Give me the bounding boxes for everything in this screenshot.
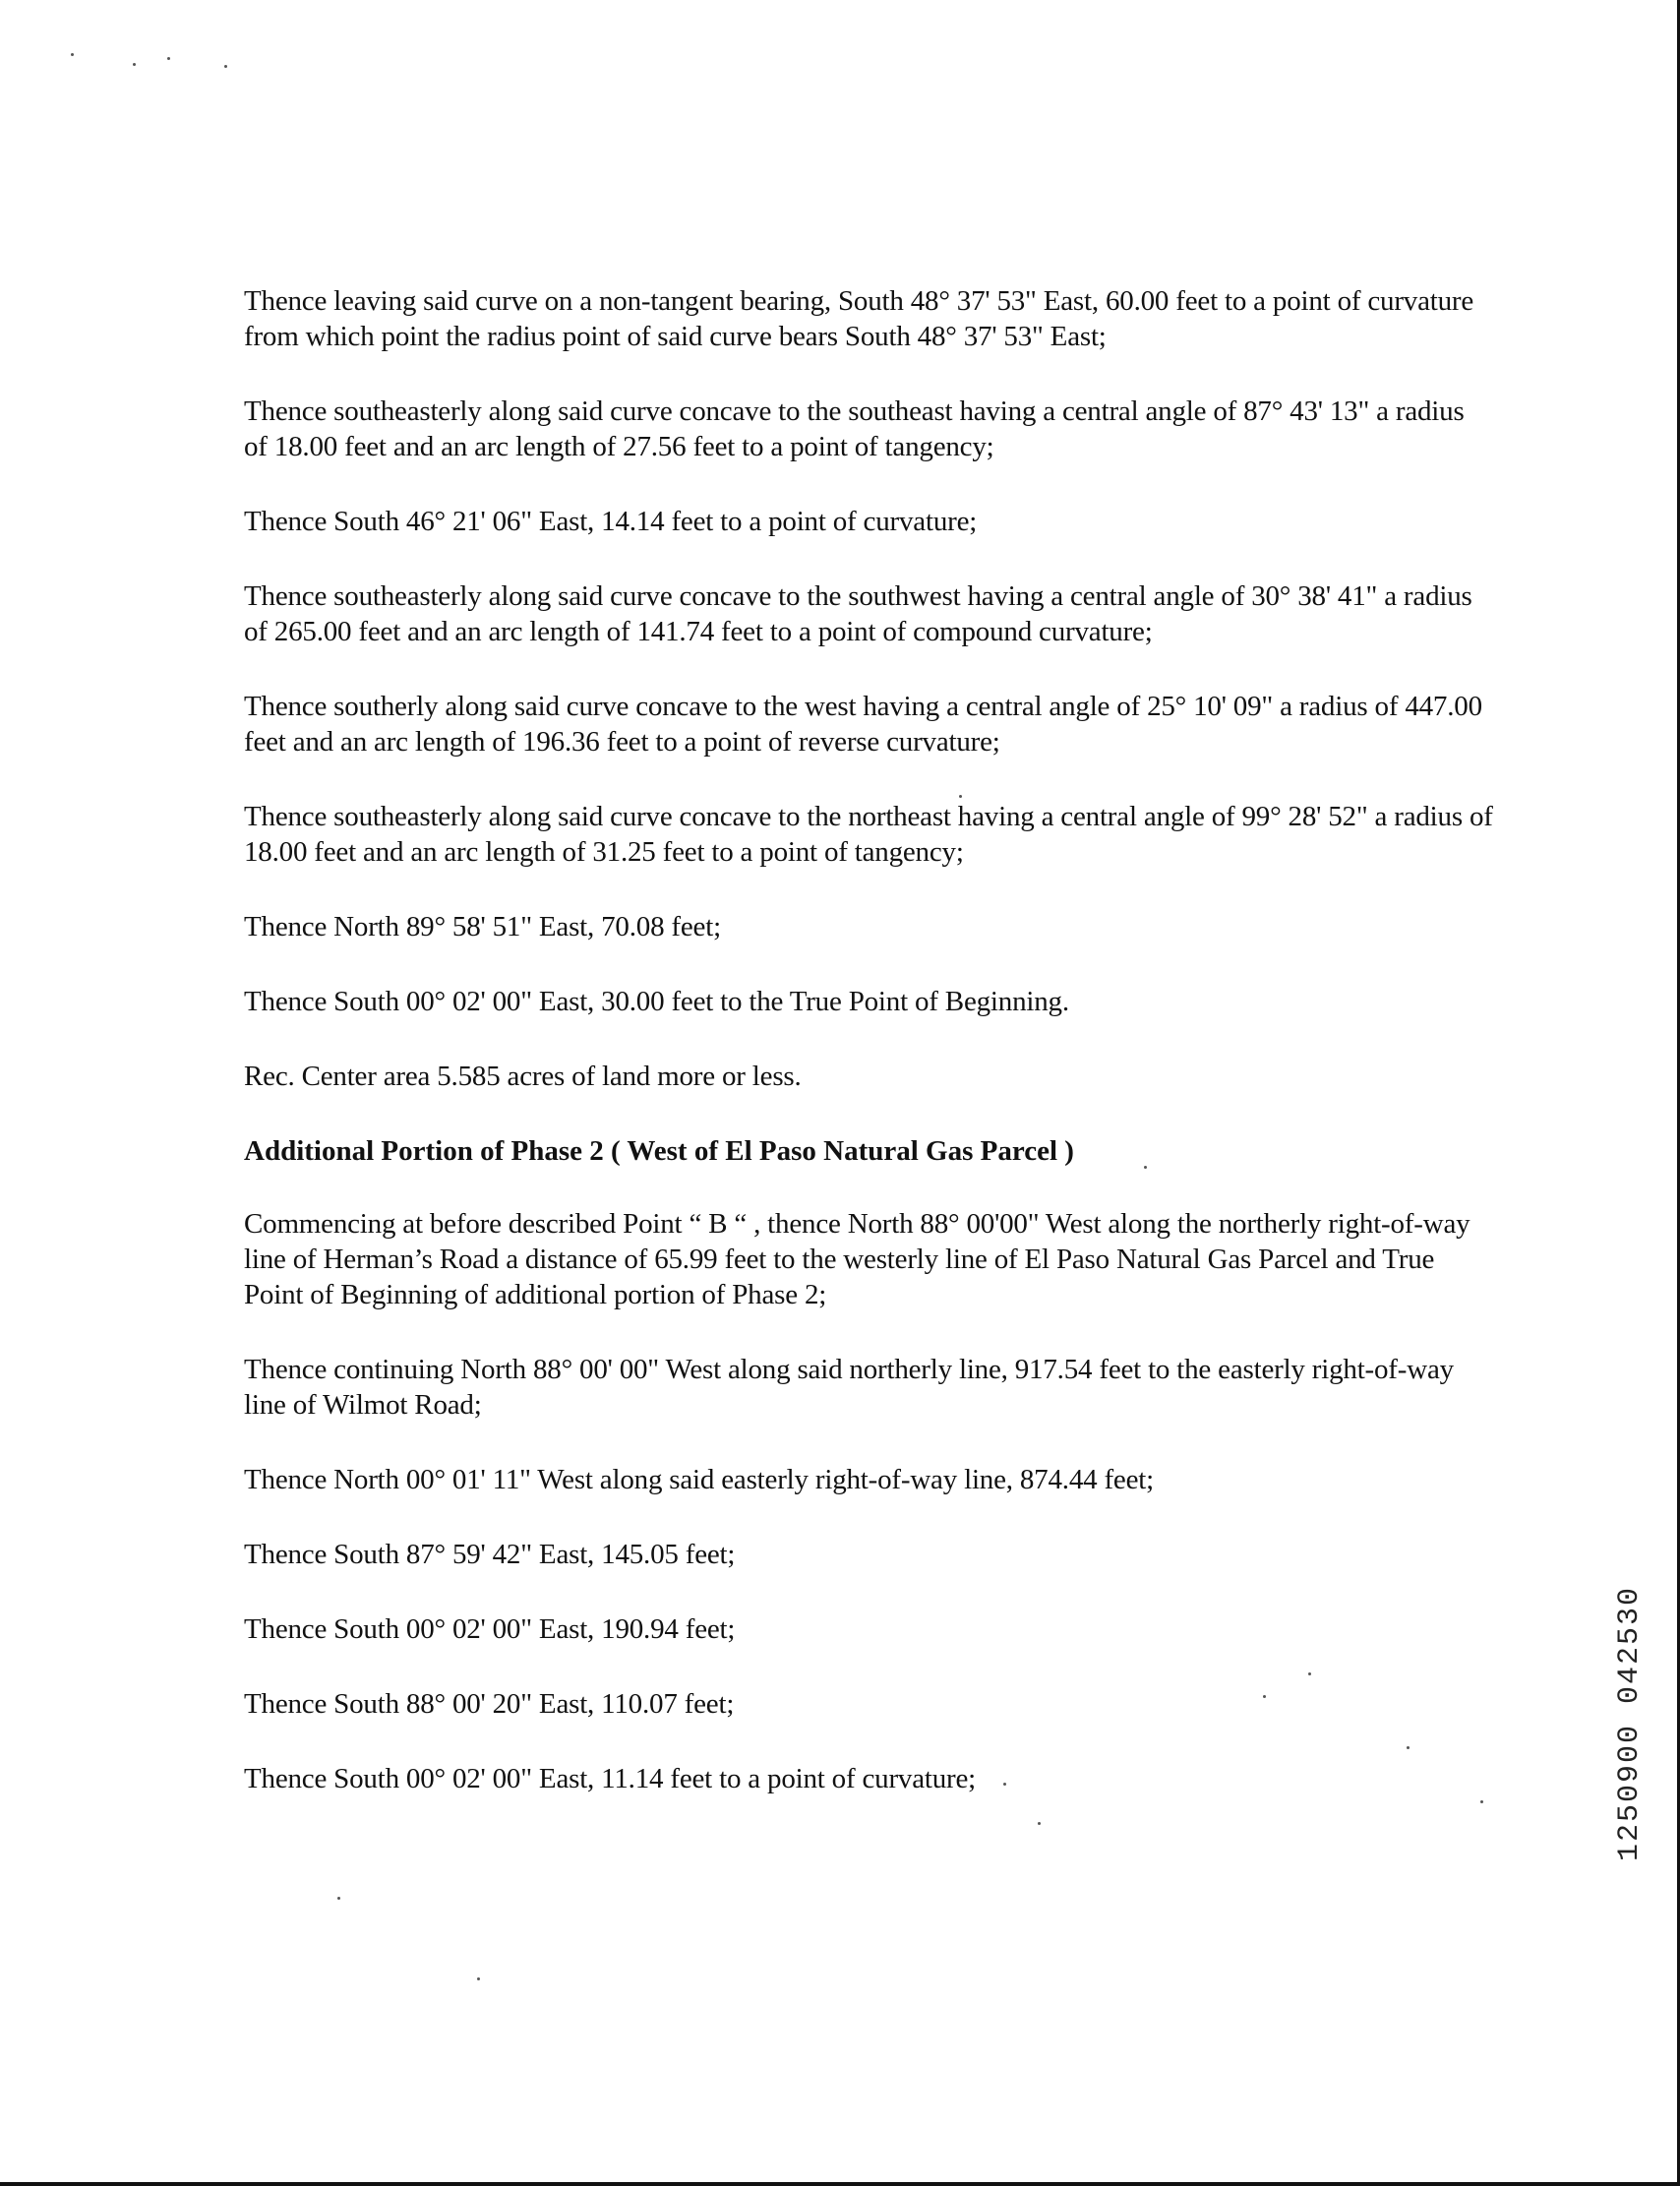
scan-border-bottom (0, 2182, 1680, 2186)
scan-speck (167, 57, 170, 60)
legal-description-paragraph: Thence southeasterly along said curve concave to the southwest having a central angle of 30° 38' 41" a radius of 265.00 feet and an arc length of 141.74 feet to a point of compound curvature; (244, 580, 1472, 647)
legal-description-paragraph: Thence southerly along said curve concave to the west having a central angle of 25° 10' 09" a radius of 447.00 feet and an arc length of 196.36 feet to a point of reverse curvature; (244, 691, 1482, 758)
scan-speck (71, 53, 74, 56)
legal-description-paragraph: Thence leaving said curve on a non-tangent bearing, South 48° 37' 53" East, 60.00 feet to a point of curvature from which point the radius point of said curve bears South 48° 37' 53" East; (244, 285, 1474, 352)
legal-description-paragraph: Thence continuing North 88° 00' 00" West along said northerly line, 917.54 feet to the easterly right-of-way line of Wilmot Road; (244, 1354, 1454, 1421)
legal-description-paragraph: Thence South 00° 02' 00" East, 30.00 feet to the True Point of Beginning. (244, 986, 1069, 1017)
scan-speck (337, 1897, 340, 1900)
scan-speck (224, 65, 227, 68)
legal-description-paragraph: Commencing at before described Point “ B “ , thence North 88° 00'00" West along the northerly right-of-way line of Herman’s Road a distance of 65.99 feet to the westerly line of El Paso Natural Gas Parcel and True Point of Beginning of additional portion of Phase 2; (244, 1208, 1470, 1310)
section-heading: Additional Portion of Phase 2 ( West of El Paso Natural Gas Parcel ) (244, 1135, 1074, 1167)
legal-description-paragraph: Thence North 89° 58' 51" East, 70.08 feet; (244, 911, 721, 942)
legal-description-paragraph: Thence southeasterly along said curve concave to the southeast having a central angle of 87° 43' 13" a radius of 18.00 feet and an arc length of 27.56 feet to a point of tangency; (244, 395, 1465, 462)
legal-description-paragraph: Thence South 00° 02' 00" East, 190.94 feet; (244, 1613, 736, 1645)
document-id-number: 1250900 042530 (1613, 1586, 1647, 1862)
scan-speck (133, 63, 136, 66)
document-body (244, 283, 1493, 1836)
legal-description-paragraph: Thence South 00° 02' 00" East, 11.14 feet to a point of curvature; (244, 1763, 977, 1794)
legal-description-paragraph: Thence South 87° 59' 42" East, 145.05 feet; (244, 1539, 736, 1570)
legal-description-paragraph: Thence South 46° 21' 06" East, 14.14 feet to a point of curvature; (244, 506, 978, 537)
legal-description-paragraph: Thence North 00° 01' 11" West along said easterly right-of-way line, 874.44 feet; (244, 1464, 1154, 1495)
legal-description-paragraph: Thence South 88° 00' 20" East, 110.07 feet; (244, 1688, 735, 1720)
legal-description-paragraph: Thence southeasterly along said curve concave to the northeast having a central angle of 99° 28' 52" a radius of 18.00 feet and an arc length of 31.25 feet to a point of tangency; (244, 801, 1493, 868)
scan-speck (477, 1977, 480, 1980)
area-summary: Rec. Center area 5.585 acres of land more or less. (244, 1061, 802, 1092)
